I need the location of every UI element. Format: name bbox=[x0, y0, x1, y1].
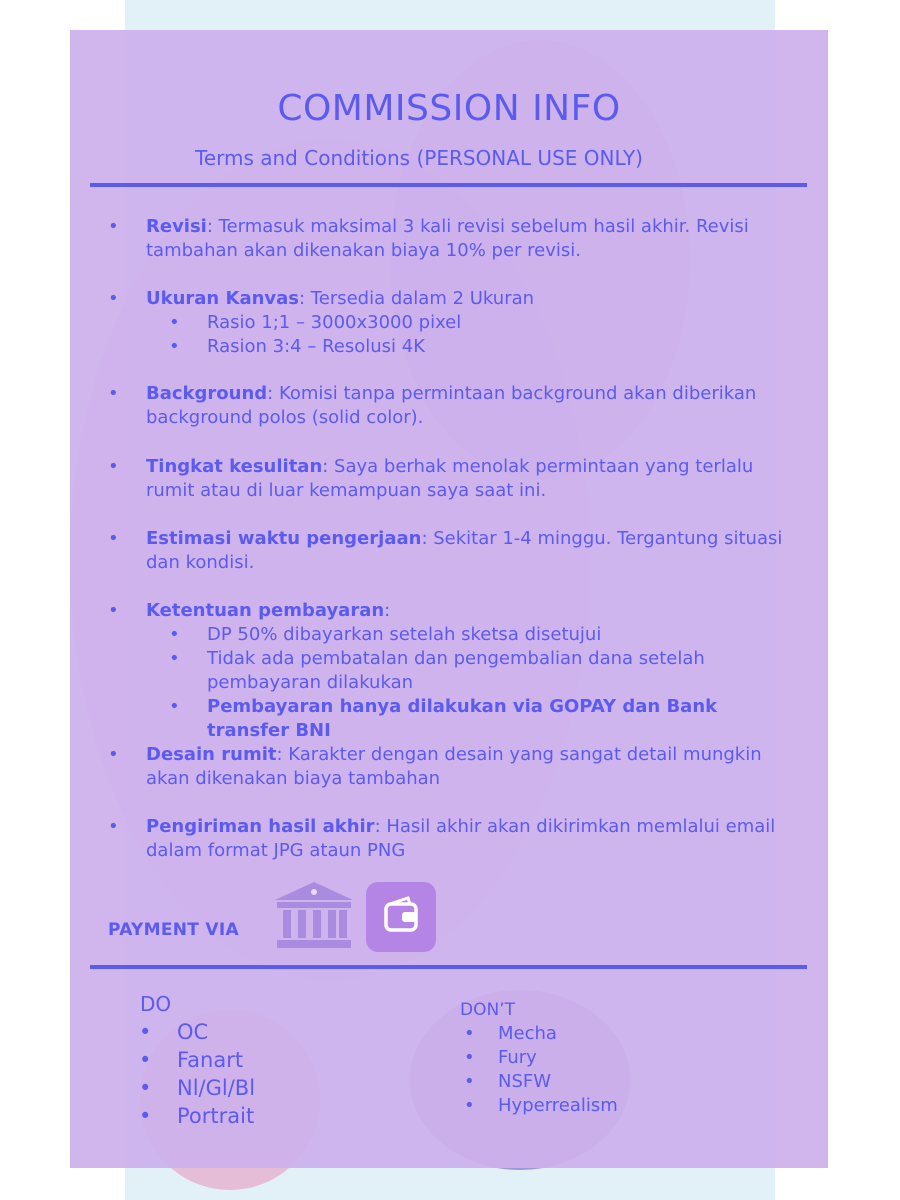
term-background bbox=[108, 382, 786, 430]
term-label: Pengiriman hasil akhir bbox=[146, 816, 375, 837]
do-item: • Nl/Gl/Bl bbox=[139, 1076, 256, 1100]
page-subtitle: Terms and Conditions (PERSONAL USE ONLY) bbox=[195, 146, 643, 170]
bullet: • bbox=[169, 648, 180, 669]
term-text: : Karakter dengan desain yang sangat detail mungkin akan dikenakan biaya tambahan bbox=[146, 744, 762, 789]
term-tingkat-kesulitan bbox=[108, 455, 786, 503]
do-item: • Fanart bbox=[139, 1048, 244, 1072]
dont-item: • Fury bbox=[464, 1047, 537, 1068]
payment-via-label: PAYMENT VIA bbox=[108, 920, 239, 940]
payment-term-item: • Pembayaran hanya dilakukan via GOPAY dan Bank transfer BNI bbox=[169, 696, 718, 741]
wallet-icon bbox=[366, 882, 436, 952]
commission-info-panel bbox=[70, 30, 828, 1168]
term-text: : bbox=[384, 600, 391, 621]
bullet: • bbox=[108, 216, 119, 237]
term-label: Background bbox=[146, 383, 268, 404]
term-text: : Sekitar 1-4 minggu. Tergantung situasi dan kondisi. bbox=[146, 528, 783, 573]
bank-icon bbox=[273, 880, 355, 950]
term-ukuran-kanvas bbox=[108, 287, 786, 311]
bullet: • bbox=[169, 624, 180, 645]
term-revisi bbox=[108, 215, 786, 263]
term-estimasi-waktu bbox=[108, 527, 786, 575]
divider-top bbox=[90, 183, 807, 187]
term-label: Ketentuan pembayaran bbox=[146, 600, 385, 621]
term-label: Desain rumit bbox=[146, 744, 277, 765]
bullet: • bbox=[108, 383, 119, 404]
canvas-size-item: • Rasion 3:4 – Resolusi 4K bbox=[169, 336, 426, 357]
bullet: • bbox=[169, 336, 180, 357]
bullet: • bbox=[169, 696, 180, 717]
bullet: • bbox=[108, 600, 119, 621]
term-label: Tingkat kesulitan bbox=[146, 456, 323, 477]
dont-heading: DON’T bbox=[460, 1000, 515, 1020]
do-item: • OC bbox=[139, 1020, 209, 1044]
term-text: : Termasuk maksimal 3 kali revisi sebelum hasil akhir. Revisi tambahan akan dikenakan biaya 10% per revisi. bbox=[146, 216, 749, 261]
bullet: • bbox=[108, 288, 119, 309]
term-ketentuan-pembayaran bbox=[108, 599, 786, 623]
page-title: COMMISSION INFO bbox=[277, 88, 621, 129]
term-pengiriman bbox=[108, 815, 786, 863]
term-text: : Komisi tanpa permintaan background akan diberikan background polos (solid color). bbox=[146, 383, 757, 428]
term-label: Estimasi waktu pengerjaan bbox=[146, 528, 422, 549]
term-desain-rumit bbox=[108, 743, 786, 791]
divider-bottom bbox=[90, 965, 807, 969]
term-text: : Saya berhak menolak permintaan yang terlalu rumit atau di luar kemampuan saya saat ini. bbox=[146, 456, 754, 501]
term-label: Revisi bbox=[146, 216, 207, 237]
dont-item: • NSFW bbox=[464, 1071, 552, 1092]
term-label: Ukuran Kanvas bbox=[146, 288, 300, 309]
do-item: • Portrait bbox=[139, 1104, 255, 1128]
term-text: : Hasil akhir akan dikirimkan memlalui email dalam format JPG ataun PNG bbox=[146, 816, 776, 861]
term-text: : Tersedia dalam 2 Ukuran bbox=[299, 288, 535, 309]
bullet: • bbox=[108, 456, 119, 477]
do-heading: DO bbox=[140, 992, 172, 1016]
payment-term-item: • Tidak ada pembatalan dan pengembalian dana setelah pembayaran dilakukan bbox=[169, 648, 705, 693]
dont-item: • Mecha bbox=[464, 1023, 557, 1044]
bullet: • bbox=[108, 744, 119, 765]
canvas-size-item: • Rasio 1;1 – 3000x3000 pixel bbox=[169, 312, 462, 333]
bullet: • bbox=[169, 312, 180, 333]
dont-item: • Hyperrealism bbox=[464, 1095, 618, 1116]
bullet: • bbox=[108, 528, 119, 549]
bullet: • bbox=[108, 816, 119, 837]
payment-term-item: • DP 50% dibayarkan setelah sketsa disetujui bbox=[169, 624, 602, 645]
